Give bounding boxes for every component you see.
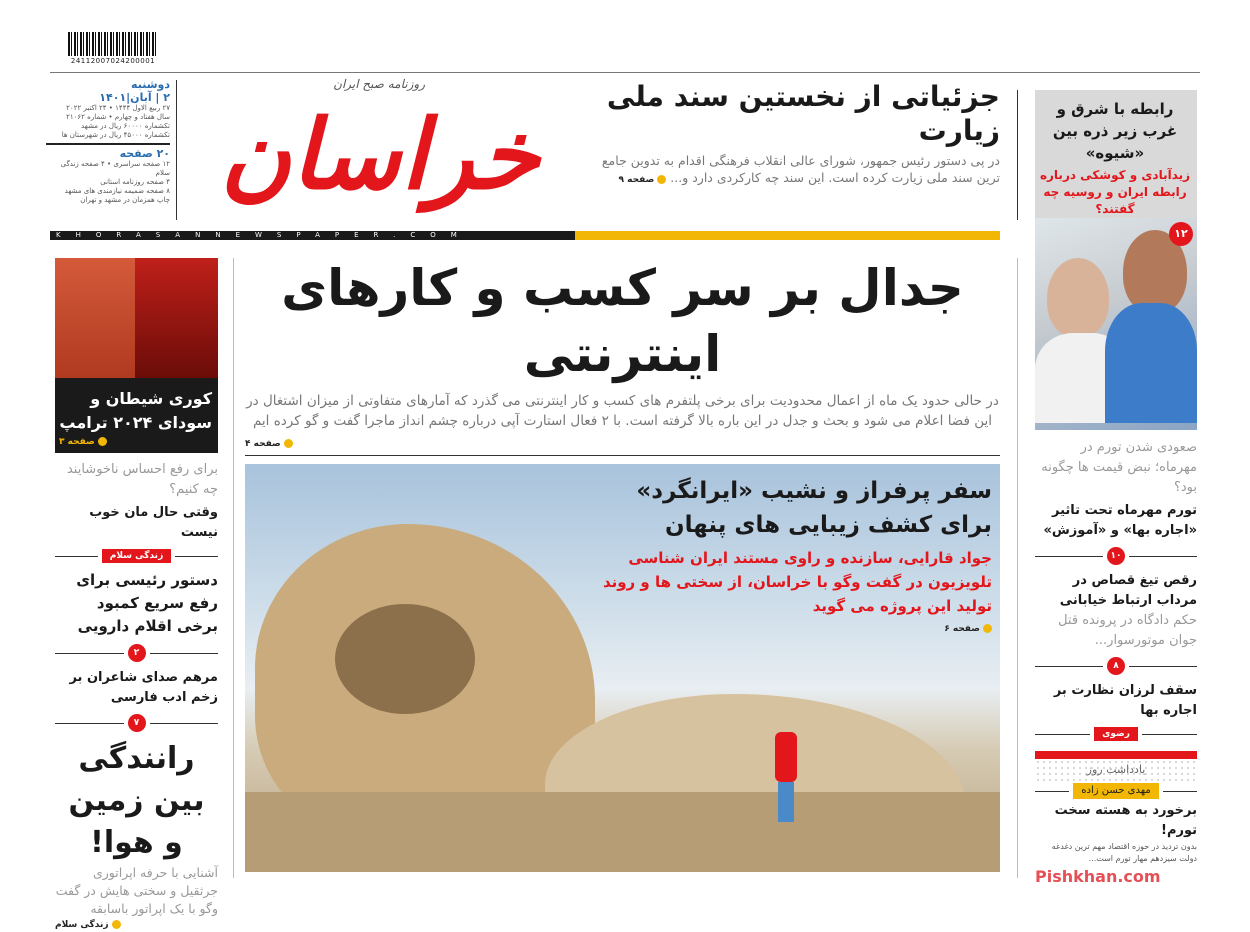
lead: آشنایی با حرفه اپراتوری جرثقیل و سختی هایش در گفت وگو با یک اپراتور باسابقه bbox=[55, 865, 218, 916]
interviewees-photo bbox=[1035, 218, 1197, 430]
page-badge[interactable]: ۸ bbox=[1107, 657, 1125, 675]
note-author: مهدی حسن زاده bbox=[1073, 783, 1158, 799]
divider bbox=[50, 72, 1200, 73]
photo-story-page[interactable]: صفحه ۶ bbox=[602, 622, 992, 636]
trump-feature-text bbox=[59, 387, 212, 449]
divider bbox=[1035, 547, 1197, 565]
person-left bbox=[1047, 258, 1109, 338]
main-lead: در حالی حدود یک ماه از اعمال محدودیت برای برخی پلتفرم های کسب و کار اینترنتی می گذرد که آمارهای متفاوتی از میزان اشتغال در این فضا اعلام می شود و بحث و جدل در این باره بالا گرفته است. با ۲ فعال استارت آپی درباره چشم انداز ماجرا گفت و گو کرده ایم bbox=[246, 393, 999, 429]
divider bbox=[176, 80, 177, 220]
portrait-left bbox=[55, 258, 140, 378]
top-story-lead: در پی دستور رئیس جمهور، شورای عالی انقلاب فرهنگی اقدام به تدوین جامع ترین سند ملی زیارت کرده است. این سند چه کارکردی دارد و... bbox=[601, 153, 1000, 185]
page-line: ۴ صفحه روزنامه استانی bbox=[100, 178, 170, 186]
date-line: تکشماره ۴۵۰۰۰ ریال در شهرستان ها bbox=[61, 131, 170, 139]
note-lead: بدون تردید در حوزه اقتصاد مهم ترین دغدغه دولت سیزدهم مهار تورم است... bbox=[1051, 842, 1197, 863]
website-stripe: KHORASANNEWSPAPER.COM bbox=[50, 231, 575, 240]
section-tag-label: رضوی bbox=[1094, 727, 1138, 741]
divider bbox=[1035, 727, 1197, 741]
accent-stripe bbox=[575, 231, 1000, 240]
headline[interactable]: وقتی حال مان خوب نیست bbox=[89, 505, 218, 540]
barcode-number: 24112007024200001 bbox=[70, 57, 156, 65]
section-tag-label: زندگی سلام bbox=[102, 549, 172, 563]
headline[interactable]: رانندگی بین زمین و هوا! bbox=[68, 741, 205, 860]
divider bbox=[1017, 90, 1018, 220]
top-story bbox=[590, 80, 1000, 187]
headline[interactable]: سقف لرزان نظارت بر اجاره بها bbox=[1053, 683, 1197, 718]
note-bar bbox=[1035, 751, 1197, 759]
page-line: ۸ صفحه ضمیمه نیازمندی های مشهد bbox=[64, 187, 170, 195]
top-story-lead-wrap bbox=[590, 152, 1000, 187]
kicker: صعودی شدن تورم در مهرماه؛ نبض قیمت ها چگونه بود؟ bbox=[1041, 440, 1197, 495]
note-label: یادداشت روز bbox=[1035, 759, 1197, 781]
trump-feature-headline: کوری شیطان و سودای ۲۰۲۴ ترامپ bbox=[59, 389, 212, 432]
photo-story-headline[interactable]: سفر پرفراز و نشیب «ایرانگرد» برای کشف زیبایی های پنهان bbox=[636, 478, 992, 538]
date-line: تکشماره ۶۰۰۰۰ ریال در مشهد bbox=[81, 122, 170, 130]
weekday: دوشنبه bbox=[131, 78, 170, 91]
photo-story-subhead: جواد قارایی، سازنده و راوی مستند ایران شناسی تلویزیون در گفت وگو با خراسان، از سختی ها و روند تولید این پروژه می گوید bbox=[602, 549, 992, 615]
date-box bbox=[46, 78, 170, 205]
photo-story-text bbox=[602, 474, 992, 636]
divider bbox=[55, 644, 218, 662]
right-feature-text bbox=[1035, 90, 1197, 218]
page-badge[interactable]: ۷ bbox=[128, 714, 146, 732]
main-story-page-row bbox=[245, 431, 1000, 451]
lead: حکم دادگاه در پرونده قتل جوان موتورسوار... bbox=[1058, 613, 1197, 648]
top-story-page[interactable]: صفحه ۹ bbox=[619, 175, 667, 185]
page-badge[interactable]: ۲ bbox=[128, 644, 146, 662]
hiker bbox=[775, 732, 797, 782]
note-headline[interactable]: برخورد به هسته سخت تورم! bbox=[1054, 803, 1197, 838]
main-headline[interactable]: جدال بر سر کسب و کارهای اینترنتی bbox=[281, 259, 964, 383]
column-divider bbox=[1017, 258, 1018, 878]
headline[interactable]: رقص تیغ قصاص در مرداب ارتباط خیابانی bbox=[1059, 573, 1197, 608]
masthead-logo bbox=[185, 76, 575, 226]
barcode bbox=[68, 32, 158, 56]
divider bbox=[1035, 783, 1197, 799]
newspaper-logo[interactable]: خراسان bbox=[220, 98, 540, 211]
hiker-legs bbox=[778, 782, 794, 822]
portrait-right bbox=[135, 258, 218, 378]
rock-cave bbox=[335, 604, 475, 714]
page-count: ۲۰ صفحه bbox=[46, 143, 170, 160]
right-feature-subhead: زیدآبادی و کوشکی درباره رابطه ایران و روسیه چه گفتند؟ bbox=[1039, 168, 1191, 216]
ground bbox=[245, 792, 1000, 872]
top-story-headline[interactable]: جزئیاتی از نخستین سند ملی زیارت bbox=[606, 80, 1000, 147]
watermark: Pishkhan.com bbox=[1035, 867, 1161, 886]
shirt-blue bbox=[1105, 303, 1197, 423]
headline[interactable]: مرهم صدای شاعران بر زخم ادب فارسی bbox=[69, 670, 218, 705]
logo-tagline: روزنامه صبح ایران bbox=[333, 77, 425, 91]
trump-feature-photo[interactable] bbox=[55, 258, 218, 453]
page-badge[interactable]: ۱۰ bbox=[1107, 547, 1125, 565]
kicker: برای رفع احساس ناخوشایند چه کنیم؟ bbox=[66, 462, 218, 497]
issue-date: ۲ | آبان|۱۴۰۱ bbox=[99, 91, 170, 104]
trump-feature-page: صفحه ۳ bbox=[59, 435, 212, 449]
headline[interactable]: تورم مهرماه تحت تاثیر «اجاره بها» و «آموزش» bbox=[1043, 503, 1197, 538]
divider bbox=[245, 455, 1000, 456]
headline[interactable]: دستور رئیسی برای رفع سریع کمبود برخی اقلام دارویی bbox=[76, 571, 218, 635]
right-column bbox=[1035, 438, 1197, 887]
main-story-page[interactable]: صفحه ۴ bbox=[245, 437, 293, 451]
column-divider bbox=[233, 258, 234, 878]
page-line: ۱۲ صفحه سراسری • ۴ صفحه زندگی سلام bbox=[60, 160, 170, 177]
desert-rock-photo bbox=[245, 464, 1000, 872]
right-feature-headline: رابطه با شرق و غرب زیر ذره بین «شیوه» bbox=[1052, 100, 1178, 162]
section-page[interactable]: زندگی سلام bbox=[55, 918, 218, 932]
date-line: سال هفتاد و چهارم • شماره ۲۱۰۶۲ bbox=[66, 113, 170, 121]
divider bbox=[55, 549, 218, 563]
right-feature-box[interactable] bbox=[1035, 90, 1197, 430]
left-column bbox=[55, 460, 218, 932]
divider bbox=[1035, 657, 1197, 675]
center-column bbox=[245, 255, 1000, 872]
date-line: ۲۷ ربیع الاول ۱۴۴۴ • ۲۴ اکتبر ۲۰۲۲ bbox=[66, 104, 170, 112]
page-line: چاپ همزمان در مشهد و تهران bbox=[80, 196, 170, 204]
page-badge[interactable]: ۱۲ bbox=[1169, 222, 1193, 246]
divider bbox=[55, 714, 218, 732]
